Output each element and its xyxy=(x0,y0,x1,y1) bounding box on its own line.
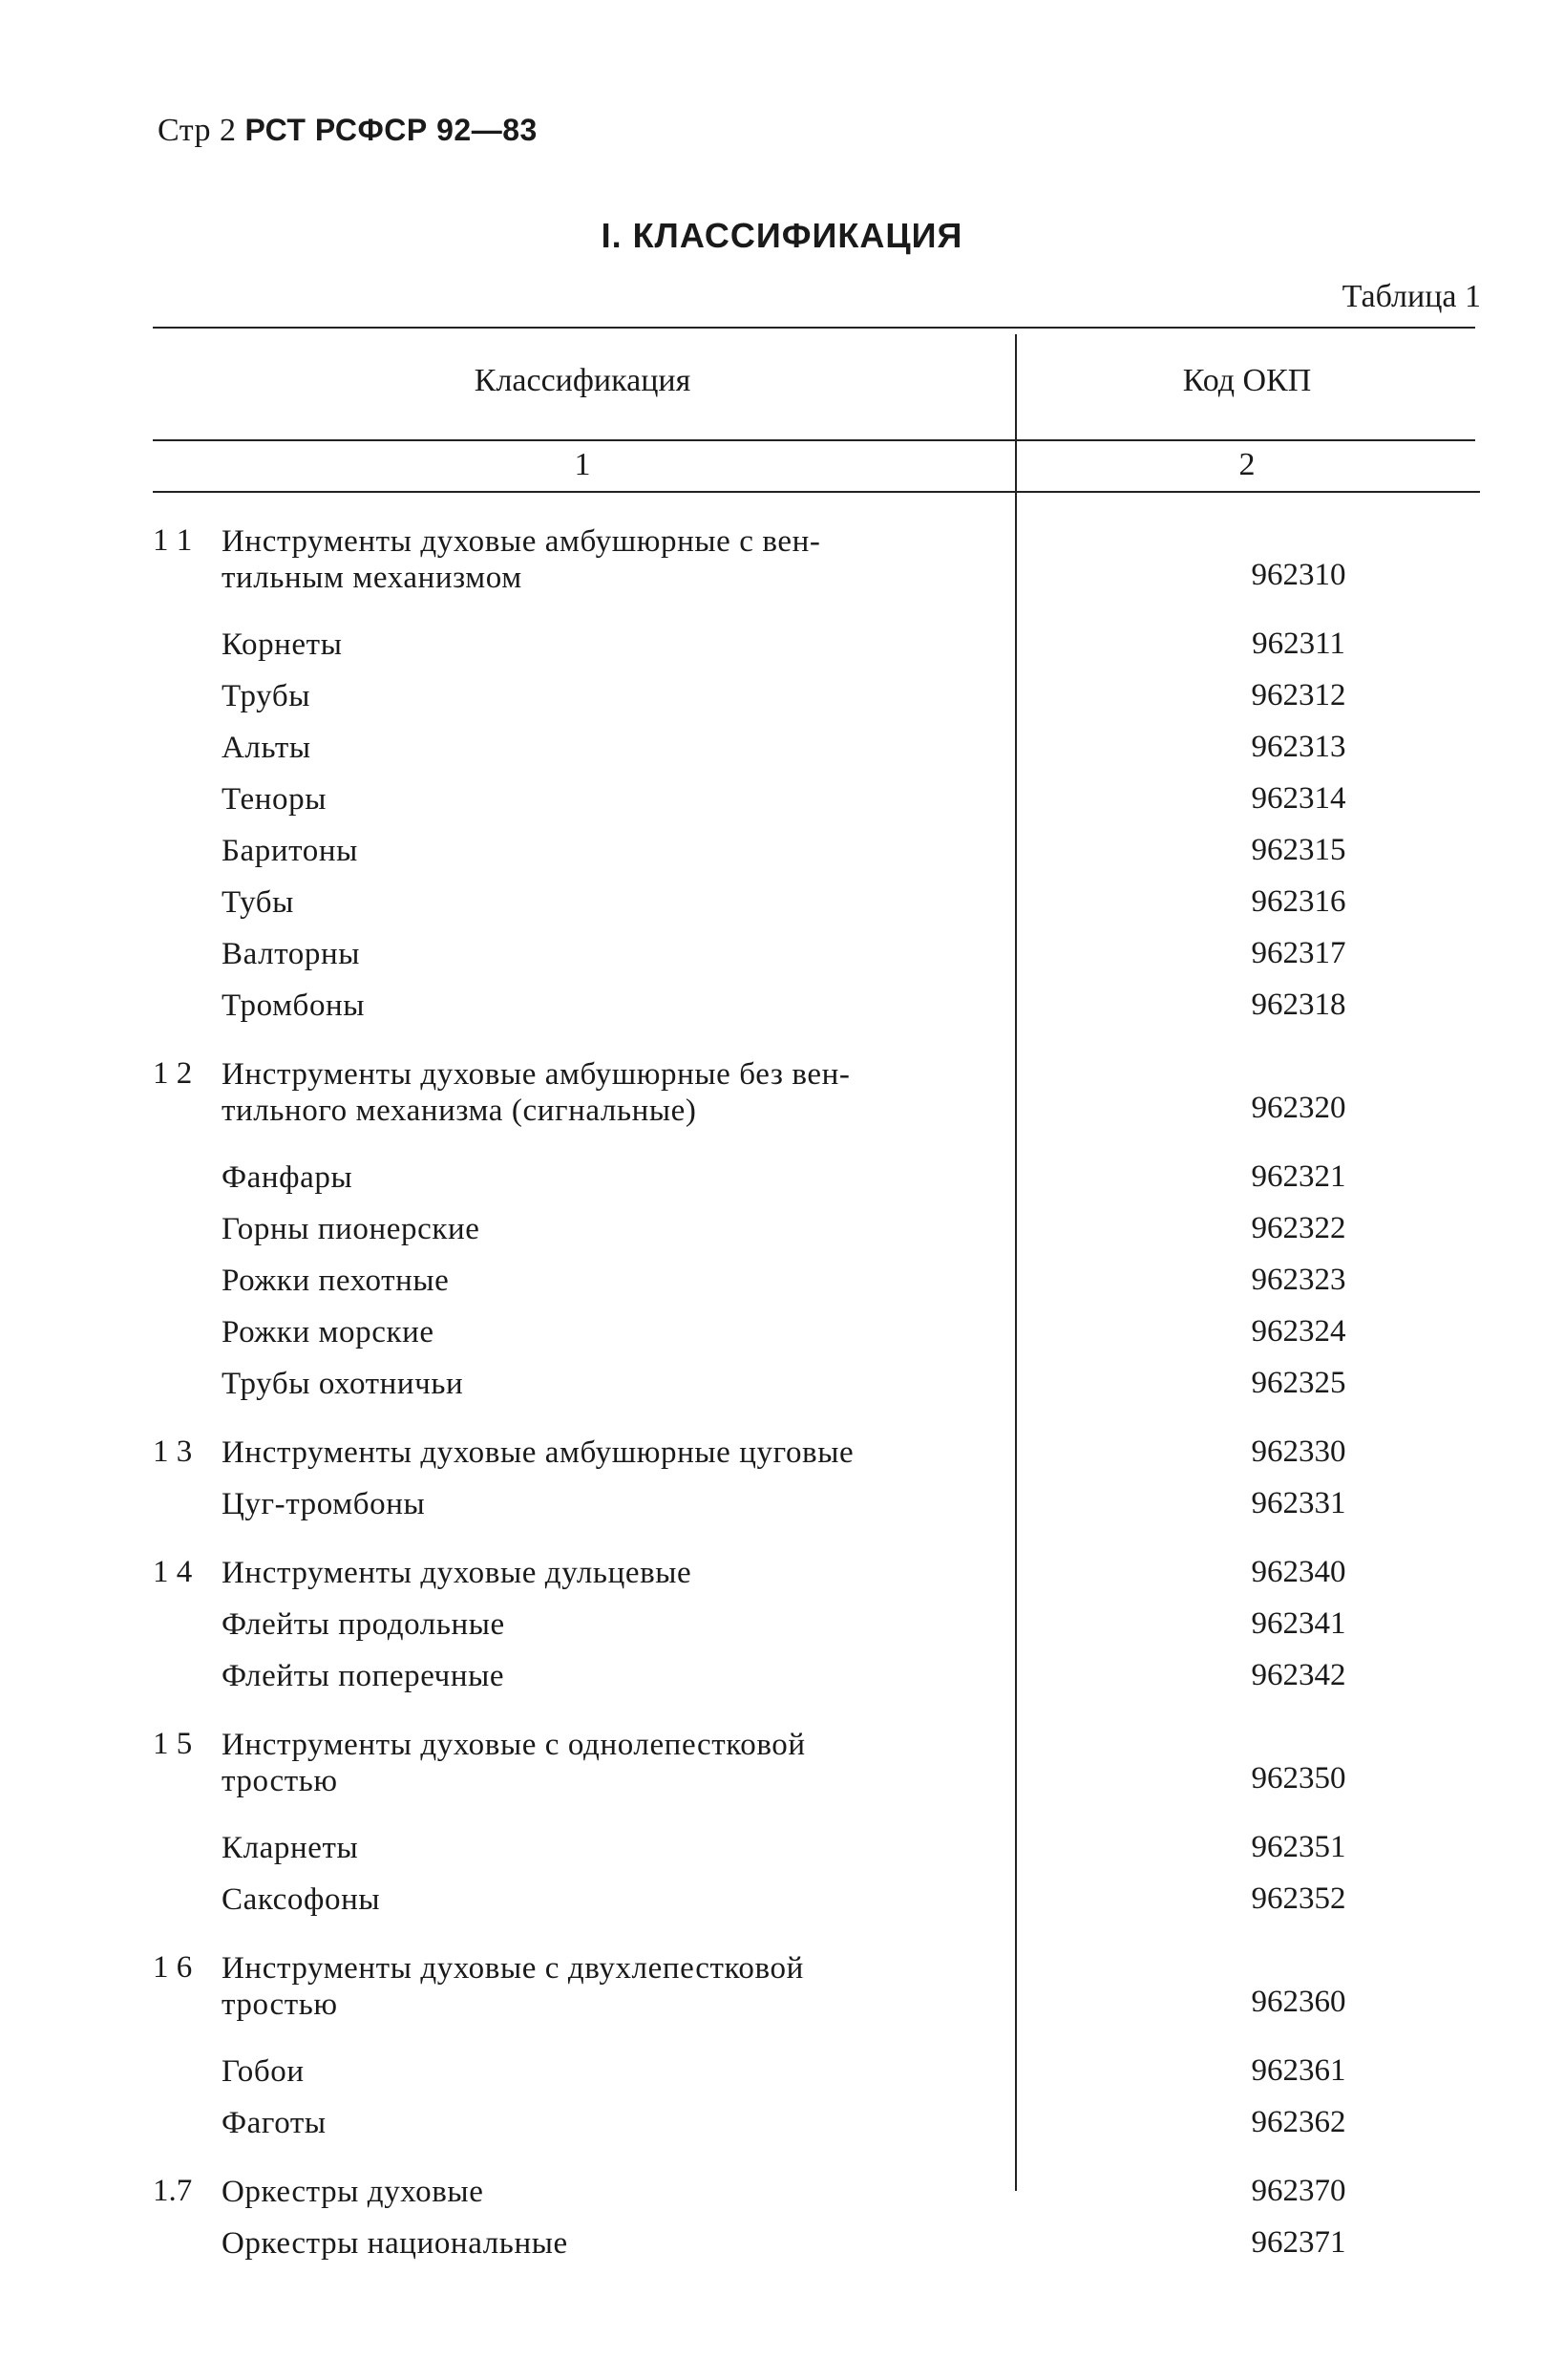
item-row xyxy=(153,928,1346,980)
item-name: Цуг-тромбоны xyxy=(222,1487,426,1521)
group-name: Инструменты духовые с двухлепестковой тростью xyxy=(222,1951,804,2022)
item-code: 962325 xyxy=(1251,1366,1346,1400)
item-row xyxy=(153,877,1346,928)
item-name: Трубы охотничьи xyxy=(222,1367,464,1401)
item-name: Валторны xyxy=(222,937,361,971)
group-code: 962350 xyxy=(1251,1761,1346,1796)
item-name: Баритоны xyxy=(222,834,358,868)
column-header-classification: Классификация xyxy=(474,363,691,398)
group-code: 962310 xyxy=(1251,558,1346,592)
item-name: Рожки морские xyxy=(222,1315,434,1349)
column-number-1: 1 xyxy=(574,447,591,482)
item-row xyxy=(153,774,1346,825)
item-name: Кларнеты xyxy=(222,1831,359,1865)
group-heading-row xyxy=(153,1719,1346,1822)
header-divider-rule xyxy=(153,439,1475,441)
group-heading-row xyxy=(153,1427,1346,1478)
group-heading-row xyxy=(153,1547,1346,1599)
page-number: Стр 2 xyxy=(158,113,237,148)
item-code: 962331 xyxy=(1251,1486,1346,1520)
group-number: 1 2 xyxy=(153,1056,193,1091)
item-row xyxy=(153,1478,1346,1530)
item-code: 962313 xyxy=(1251,730,1346,764)
classification-group xyxy=(153,1943,1346,2149)
item-name: Фаготы xyxy=(222,2106,327,2140)
group-number: 1.7 xyxy=(153,2174,193,2208)
item-code: 962371 xyxy=(1251,2225,1346,2260)
group-code: 962360 xyxy=(1251,1985,1346,2019)
item-code: 962314 xyxy=(1251,781,1346,816)
page-header xyxy=(158,113,538,149)
item-name: Оркестры национальные xyxy=(222,2226,568,2261)
item-code: 962322 xyxy=(1251,1211,1346,1245)
group-number: 1 1 xyxy=(153,523,193,558)
item-row xyxy=(153,722,1346,774)
group-name: Инструменты духовые дульцевые xyxy=(222,1556,692,1590)
group-number: 1 3 xyxy=(153,1434,193,1469)
group-heading-row xyxy=(153,1943,1346,2046)
item-row xyxy=(153,2218,1346,2269)
item-name: Флейты поперечные xyxy=(222,1659,505,1693)
classification-group xyxy=(153,516,1346,1031)
group-name: Оркестры духовые xyxy=(222,2175,484,2209)
item-row xyxy=(153,1822,1346,1874)
item-name: Саксофоны xyxy=(222,1882,381,1917)
column-number-2: 2 xyxy=(1238,447,1256,482)
group-number: 1 4 xyxy=(153,1555,193,1589)
item-code: 962362 xyxy=(1251,2105,1346,2139)
item-row xyxy=(153,1255,1346,1307)
item-row xyxy=(153,619,1345,670)
section-title: I. КЛАССИФИКАЦИЯ xyxy=(601,216,963,255)
item-row xyxy=(153,670,1346,722)
item-row xyxy=(153,1358,1346,1410)
table-label: Таблица 1 xyxy=(1342,279,1481,314)
item-name: Гобои xyxy=(222,2054,305,2089)
group-code: 962370 xyxy=(1251,2174,1346,2208)
table-top-rule xyxy=(153,327,1475,329)
item-code: 962318 xyxy=(1251,988,1346,1022)
item-code: 962321 xyxy=(1251,1159,1346,1194)
item-code: 962361 xyxy=(1251,2053,1346,2088)
item-code: 962323 xyxy=(1251,1263,1346,1297)
item-code: 962342 xyxy=(1251,1658,1346,1692)
item-name: Фанфары xyxy=(222,1160,353,1195)
column-header-code: Код ОКП xyxy=(1182,363,1312,398)
item-code: 962312 xyxy=(1251,678,1346,712)
classification-group xyxy=(153,1719,1346,1925)
classification-table-body xyxy=(153,516,1346,2286)
column-number-rule xyxy=(153,491,1480,493)
item-code: 962324 xyxy=(1251,1314,1346,1349)
item-row xyxy=(153,1650,1346,1702)
item-row xyxy=(153,1307,1346,1358)
item-row xyxy=(153,2097,1346,2149)
group-heading-row xyxy=(153,2166,1346,2218)
group-code: 962320 xyxy=(1251,1091,1346,1125)
item-code: 962316 xyxy=(1251,884,1346,919)
item-row xyxy=(153,2046,1346,2097)
item-name: Горны пионерские xyxy=(222,1212,480,1246)
group-name: Инструменты духовые амбушюрные цуговые xyxy=(222,1435,855,1470)
item-code: 962317 xyxy=(1251,936,1346,970)
group-heading-row xyxy=(153,516,1346,619)
item-row xyxy=(153,1152,1346,1203)
group-number: 1 5 xyxy=(153,1727,193,1761)
group-name: Инструменты духовые амбушюрные без вен- тильного механизма (сигнальные) xyxy=(222,1057,851,1128)
group-name: Инструменты духовые с однолепестковой тростью xyxy=(222,1728,806,1798)
group-code: 962340 xyxy=(1251,1555,1346,1589)
group-number: 1 6 xyxy=(153,1950,193,1985)
item-name: Тубы xyxy=(222,885,294,920)
document-code: РСТ РСФСР 92—83 xyxy=(244,113,538,147)
classification-group xyxy=(153,1547,1346,1702)
item-name: Рожки пехотные xyxy=(222,1264,450,1298)
item-row xyxy=(153,1599,1346,1650)
item-row xyxy=(153,1874,1346,1925)
group-heading-row xyxy=(153,1049,1346,1152)
item-code: 962341 xyxy=(1251,1606,1346,1641)
classification-group xyxy=(153,1049,1346,1410)
item-row xyxy=(153,980,1346,1031)
item-name: Тромбоны xyxy=(222,988,366,1023)
item-row xyxy=(153,1203,1346,1255)
item-code: 962315 xyxy=(1251,833,1346,867)
group-name: Инструменты духовые амбушюрные с вен- тильным механизмом xyxy=(222,524,821,595)
item-code: 962351 xyxy=(1251,1830,1346,1864)
group-code: 962330 xyxy=(1251,1434,1346,1469)
item-row xyxy=(153,825,1346,877)
item-code: 962311 xyxy=(1252,627,1345,661)
item-name: Корнеты xyxy=(222,627,343,662)
item-name: Трубы xyxy=(222,679,310,713)
item-name: Флейты продольные xyxy=(222,1607,505,1642)
item-code: 962352 xyxy=(1251,1881,1346,1916)
classification-group xyxy=(153,1427,1346,1530)
item-name: Теноры xyxy=(222,782,327,817)
item-name: Альты xyxy=(222,731,311,765)
classification-group xyxy=(153,2166,1346,2269)
